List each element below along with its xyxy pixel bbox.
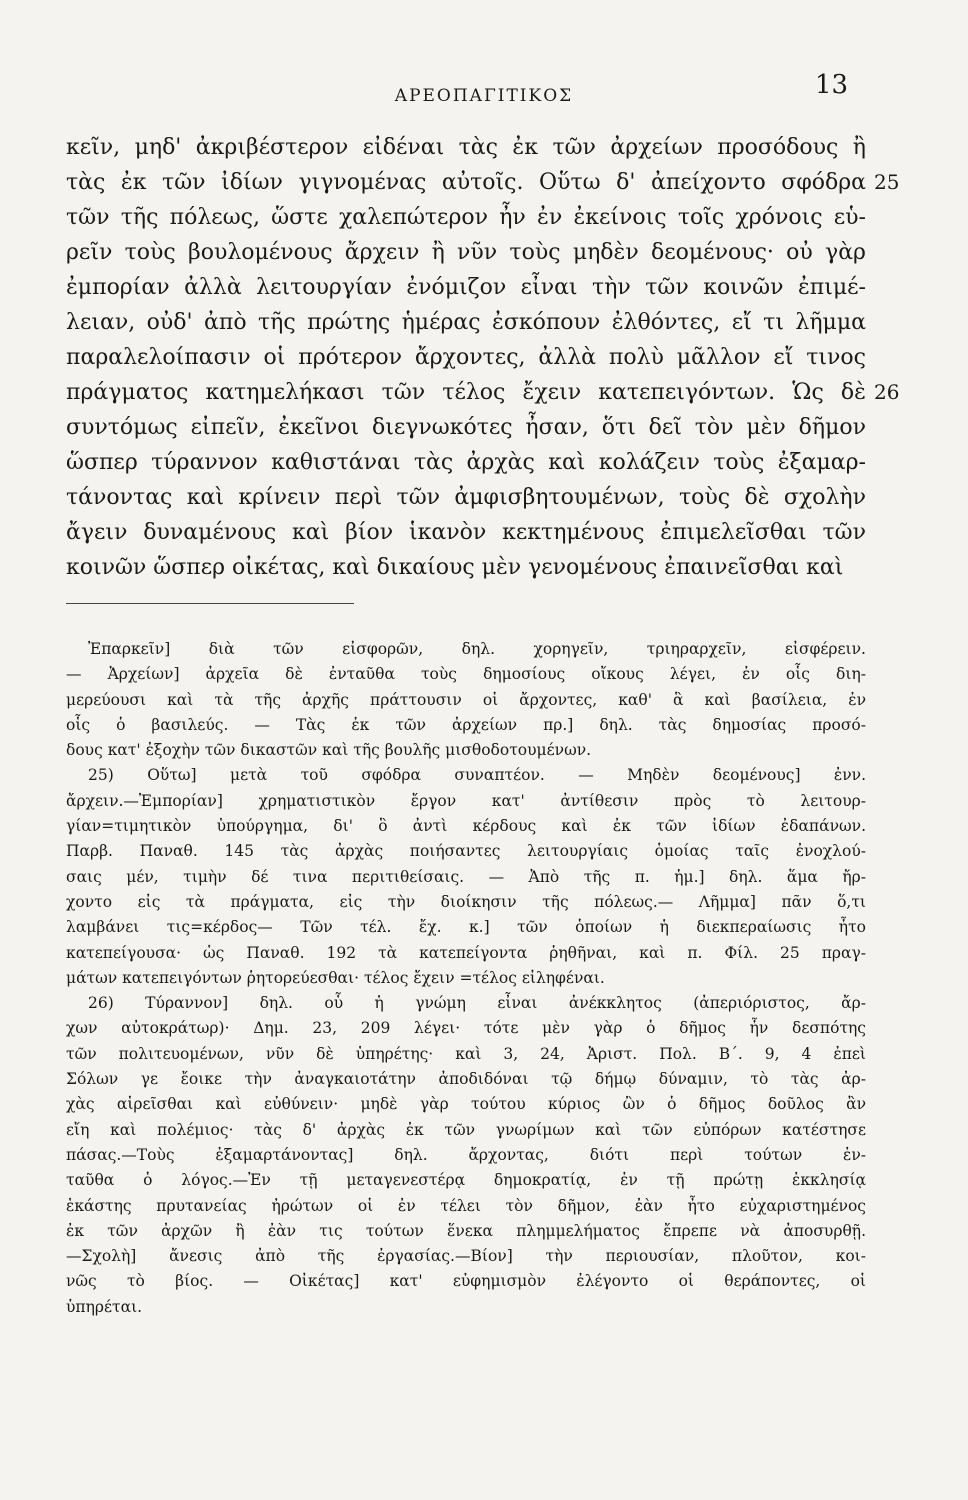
note-line: χὰς αἱρεῖσθαι καὶ εὐθύνειν· μηδὲ γὰρ τούτου κύριος ὢν ὁ δῆμος δοῦλος ἂν bbox=[66, 1095, 866, 1114]
note-line: νῶς τὸ βίος. — Οἰκέτας] κατ' εὐφημισμὸν ἐλέγοντο οἱ θεράποντες, οἱ bbox=[66, 1272, 866, 1291]
note-line: Παρβ. Παναθ. 145 τὰς ἀρχὰς ποιήσαντες λειτουργίαις ὁμοίας ταῖς ἐνοχλού- bbox=[66, 842, 866, 861]
note-line: ἄρχειν.—Ἐμπορίαν] χρηματιστικὸν ἔργον κατ' ἀντίθεσιν πρὸς τὸ λειτουρ- bbox=[66, 791, 866, 810]
note-line: —Σχολὴ] ἄνεσις ἀπὸ τῆς ἐργασίας.—Βίον] τὴν περιουσίαν, πλοῦτον, κοι- bbox=[66, 1247, 866, 1266]
note-line: μάτων κατεπειγόντων ῥητορεύεσθαι· τέλος ἔχειν =τέλος εἰληφέναι. bbox=[66, 968, 605, 987]
text-line-content: τὰς ἐκ τῶν ἰδίων γιγνομένας αὐτοῖς. Οὕτω δ' ἀπείχοντο σφόδρα bbox=[66, 170, 866, 195]
note-line: δους κατ' ἐξοχὴν τῶν δικαστῶν καὶ τῆς βουλῆς μισθοδοτουμένων. bbox=[66, 741, 592, 760]
note-line: χοντο εἰς τὰ πράγματα, εἰς τὴν διοίκησιν τῆς πόλεως.— Λῆμμα] πᾶν ὅ,τι bbox=[66, 892, 866, 911]
note-line: εἴη καὶ πολέμιος· τὰς δ' ἀρχὰς ἐκ τῶν γνωρίμων καὶ τῶν εὐπόρων κατέστησε bbox=[66, 1120, 866, 1139]
text-line: λειαν, οὐδ' ἀπὸ τῆς πρώτης ἡμέρας ἐσκόπουν ἐλθόντες, εἴ τι λῆμμα bbox=[66, 310, 866, 335]
text-line: ρεῖν τοὺς βουλομένους ἄρχειν ἢ νῦν τοὺς μηδὲν δεομένους· οὐ γὰρ bbox=[66, 240, 866, 265]
note-line: κατεπείγουσα· ὡς Παναθ. 192 τὰ κατεπείγοντα ῥηθῆναι, καὶ π. Φίλ. 25 πραγ- bbox=[66, 943, 866, 962]
note-line: πάσας.—Τοὺς ἐξαμαρτάνοντας] δηλ. ἄρχοντας, διότι περὶ τούτων ἐν- bbox=[66, 1145, 866, 1164]
text-line bbox=[66, 375, 900, 410]
note-line: ὑπηρέται. bbox=[66, 1297, 143, 1316]
text-line: τῶν τῆς πόλεως, ὥστε χαλεπώτερον ἦν ἐν ἐκείνοις τοῖς χρόνοις εὑ- bbox=[66, 205, 866, 230]
note-line: — Ἀρχείων] ἀρχεῖα δὲ ἐνταῦθα τοὺς δημοσίους οἴκους λέγει, ἐν οἷς διη- bbox=[66, 665, 866, 684]
margin-section-number: 25 bbox=[874, 170, 900, 194]
note-line: ταῦθα ὁ λόγος.—Ἐν τῇ μεταγενεστέρᾳ δημοκρατίᾳ, ἐν τῇ πρώτῃ ἐκκλησίᾳ bbox=[66, 1171, 866, 1190]
note-line: σαις μέν, τιμὴν δέ τινα περιτιθείσαις. — Ἀπὸ τῆς π. ἡμ.] δηλ. ἅμα ἤρ- bbox=[66, 867, 866, 886]
note-line: 26) Τύραννον] δηλ. οὗ ἡ γνώμη εἶναι ἀνέκκλητος (ἀπεριόριστος, ἄρ- bbox=[88, 994, 866, 1013]
note-line: Σόλων γε ἔοικε τὴν ἀναγκαιοτάτην ἀποδιδόναι τῷ δήμῳ δύναμιν, τὸ τὰς ἀρ- bbox=[66, 1070, 866, 1089]
note-line: οἷς ὁ βασιλεύς. — Τὰς ἐκ τῶν ἀρχείων πρ.] δηλ. τὰς δημοσίας προσό- bbox=[66, 715, 866, 734]
text-line: συντόμως εἰπεῖν, ἐκεῖνοι διεγνωκότες ἦσαν, ὅτι δεῖ τὸν μὲν δῆμον bbox=[66, 415, 866, 440]
text-line: κεῖν, μηδ' ἀκριβέστερον εἰδέναι τὰς ἐκ τῶν ἀρχείων προσόδους ἢ bbox=[66, 135, 866, 160]
note-line: μερεύουσι καὶ τὰ τῆς ἀρχῆς πράττουσιν οἱ ἄρχοντες, καθ' ἃ καὶ βασίλεια, ἐν bbox=[66, 690, 866, 709]
note-line: ἑκάστης πρυτανείας ἠρώτων οἱ ἐν τέλει τὸν δῆμον, ἐὰν ἦτο εὐχαριστημένος bbox=[66, 1196, 866, 1215]
text-line: παραλελοίπασιν οἱ πρότερον ἄρχοντες, ἀλλὰ πολὺ μᾶλλον εἴ τινος bbox=[66, 345, 866, 370]
text-line: ἐμπορίαν ἀλλὰ λειτουργίαν ἐνόμιζον εἶναι τὴν τῶν κοινῶν ἐπιμέ- bbox=[66, 275, 866, 300]
text-line: ἄγειν δυναμένους καὶ βίον ἱκανὸν κεκτημένους ἐπιμελεῖσθαι τῶν bbox=[66, 520, 866, 545]
text-line: τάνοντας καὶ κρίνειν περὶ τῶν ἀμφισβητουμένων, τοὺς δὲ σχολὴν bbox=[66, 485, 866, 510]
note-line: τῶν πολιτευομένων, νῦν δὲ ὑπηρέτης· καὶ 3, 24, Ἀριστ. Πολ. Β΄. 9, 4 ἐπεὶ bbox=[66, 1044, 866, 1063]
main-text-block bbox=[66, 130, 900, 585]
footnotes-block bbox=[66, 637, 866, 1320]
note-line: γίαν=τιμητικὸν ὑπούργημα, δι' ὃ ἀντὶ κέρδους καὶ ἐκ τῶν ἰδίων ἐδαπάνων. bbox=[66, 817, 866, 836]
running-header-title: ΑΡΕΟΠΑΓΙΤΙΚΟΣ bbox=[394, 86, 574, 106]
margin-section-number: 26 bbox=[874, 380, 900, 404]
text-line bbox=[66, 165, 900, 200]
note-line: λαμβάνει τις=κέρδος— Τῶν τέλ. ἔχ. κ.] τῶν ὁποίων ἡ διεκπεραίωσις ἦτο bbox=[66, 918, 866, 937]
page-number: 13 bbox=[815, 70, 849, 100]
text-line: κοινῶν ὥσπερ οἰκέτας, καὶ δικαίους μὲν γενομένους ἐπαινεῖσθαι καὶ bbox=[66, 555, 844, 580]
note-line: ἐκ τῶν ἀρχῶν ἢ ἐὰν τις τούτων ἕνεκα πλημμελήματος ἔπρεπε νὰ ἀποσυρθῇ. bbox=[66, 1221, 866, 1240]
footnote-divider bbox=[66, 603, 354, 604]
note-line: χων αὐτοκράτωρ)· Δημ. 23, 209 λέγει· τότε μὲν γὰρ ὁ δῆμος ἦν δεσπότης bbox=[66, 1019, 866, 1038]
note-line: 25) Οὕτω] μετὰ τοῦ σφόδρα συναπτέον. — Μηδὲν δεομένους] ἐνν. bbox=[88, 766, 866, 785]
text-line: ὥσπερ τύραννον καθιστάναι τὰς ἀρχὰς καὶ κολάζειν τοὺς ἐξαμαρ- bbox=[66, 450, 866, 475]
note-line: Ἐπαρκεῖν] διὰ τῶν εἰσφορῶν, δηλ. χορηγεῖν, τριηραρχεῖν, εἰσφέρειν. bbox=[88, 640, 866, 658]
text-line-content: πράγματος κατημελήκασι τῶν τέλος ἔχειν κατεπειγόντων. Ὡς δὲ bbox=[66, 380, 866, 405]
